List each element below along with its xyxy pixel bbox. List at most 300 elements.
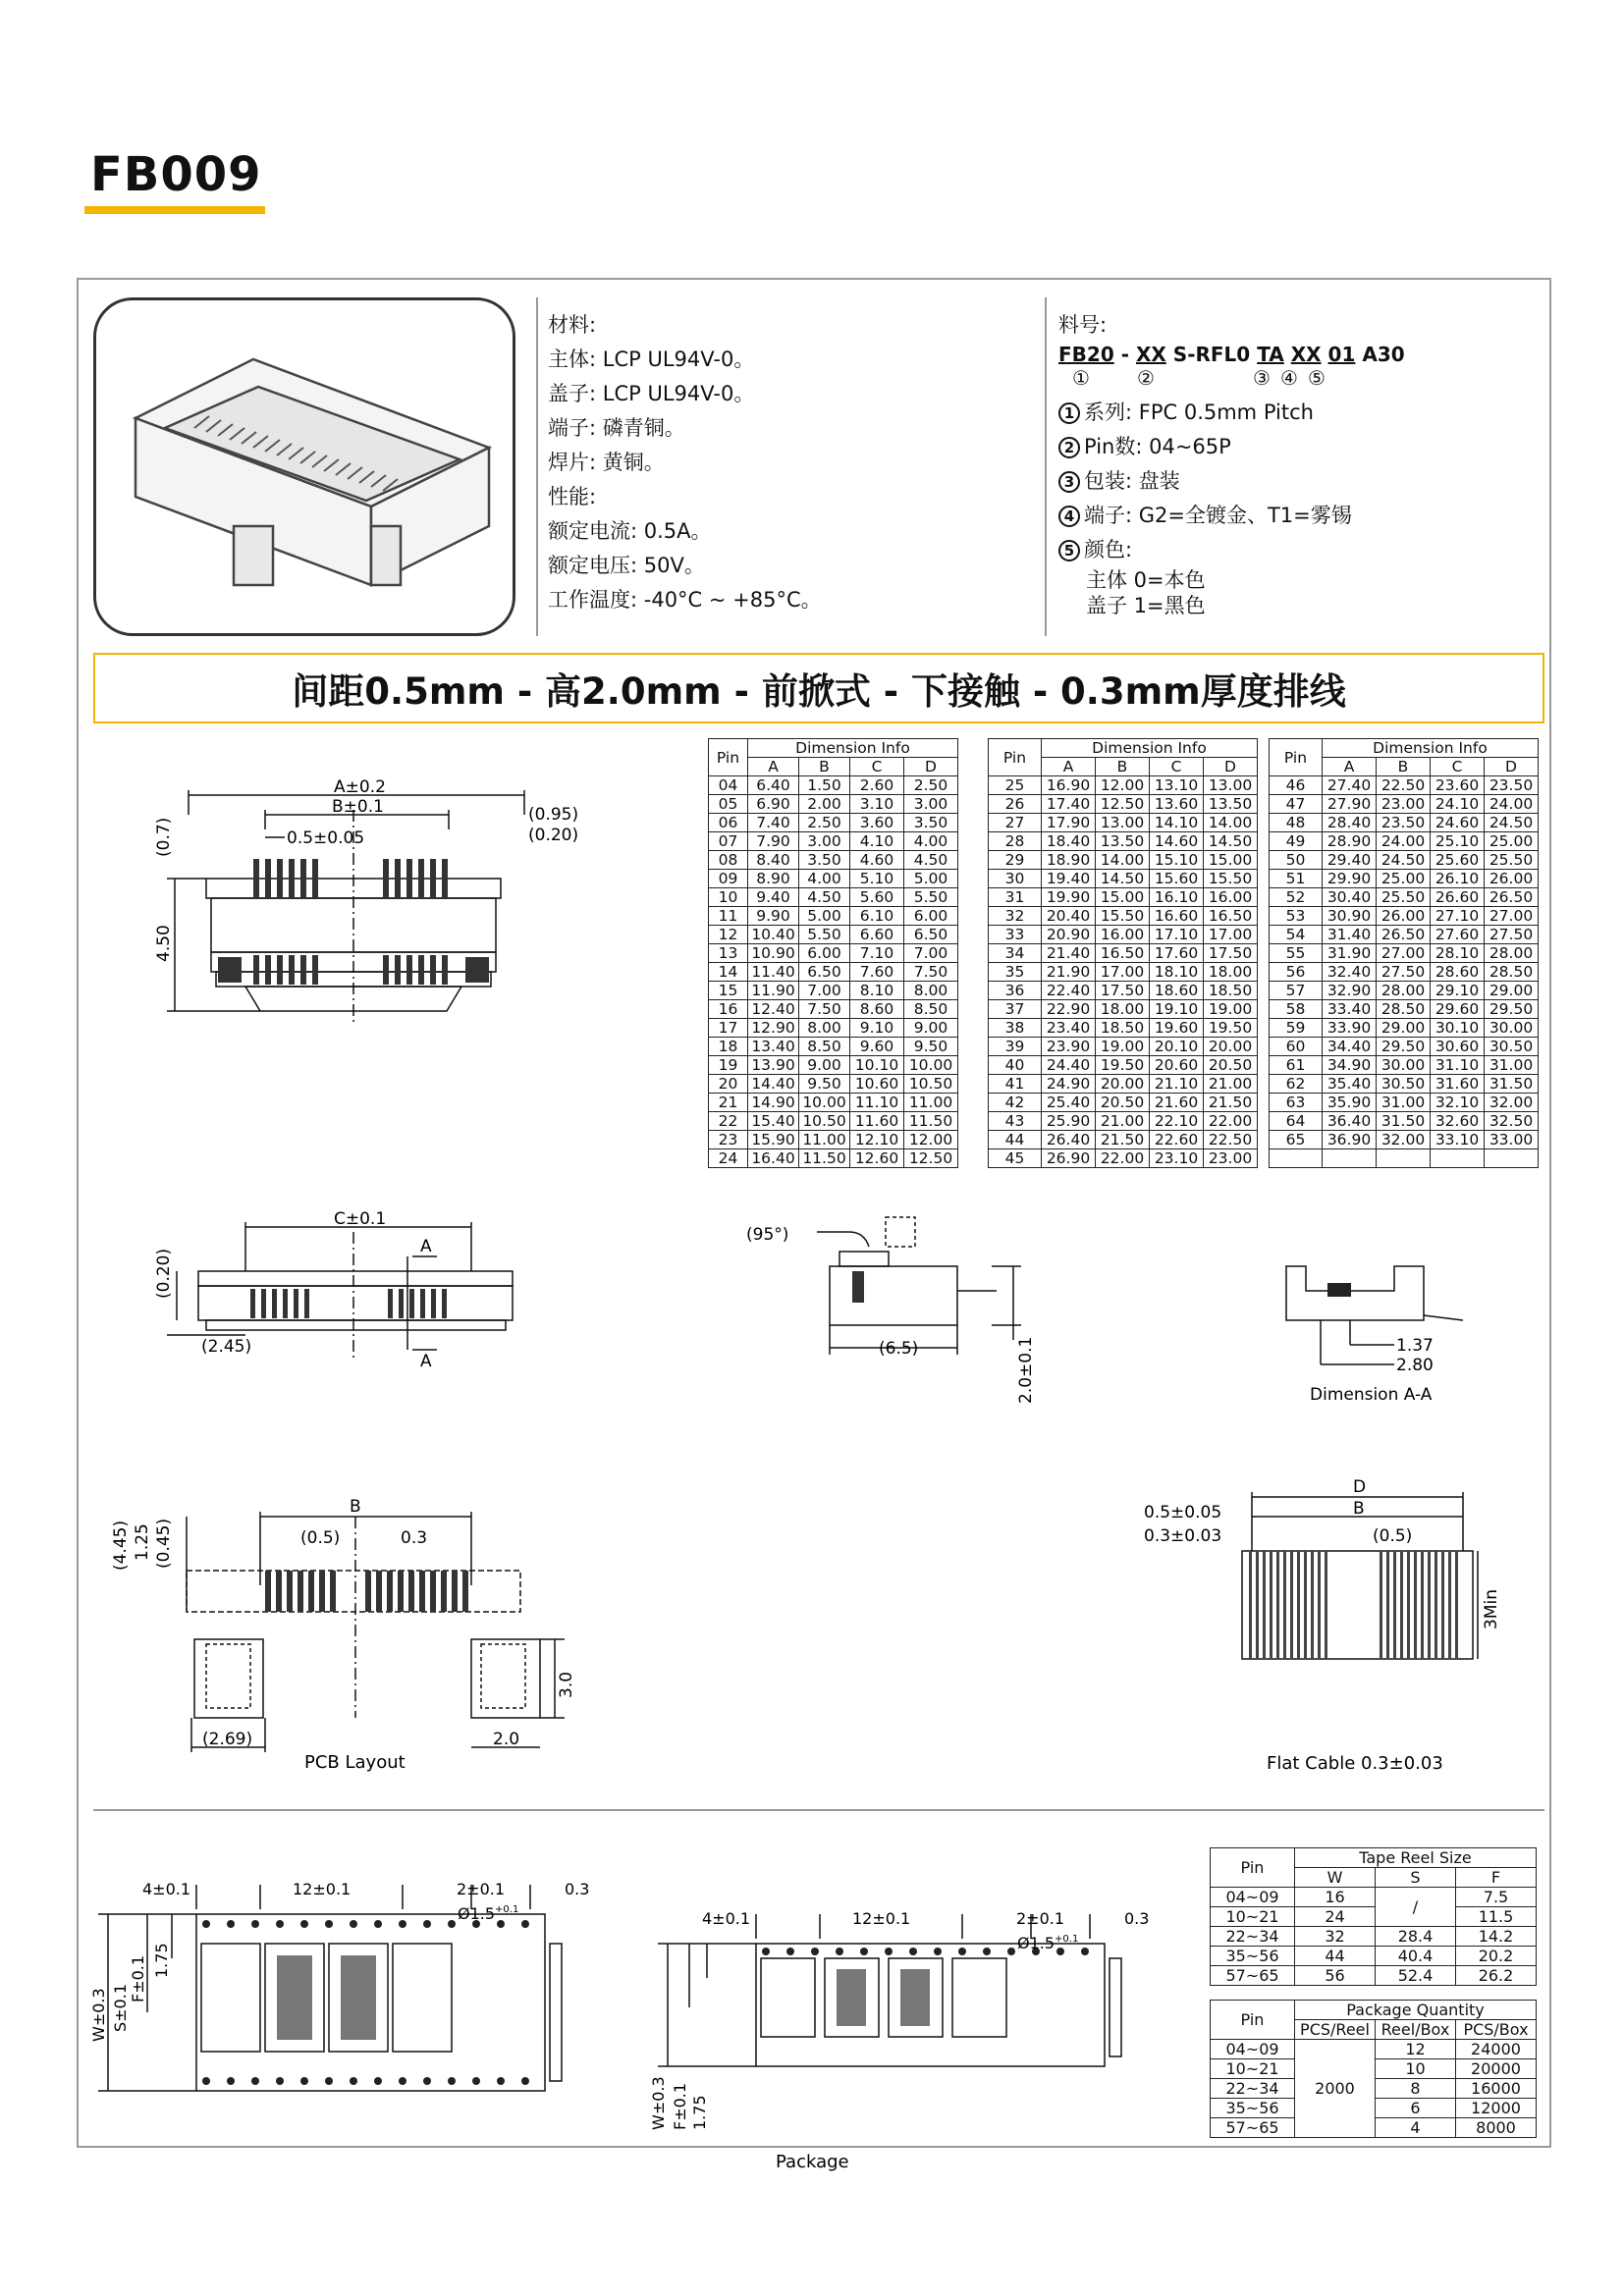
pin-cell: 51 (1270, 870, 1323, 888)
dimension-cell: 5.60 (850, 888, 904, 907)
value-cell: 20000 (1456, 2059, 1537, 2079)
pin-cell: 56 (1270, 963, 1323, 982)
dimension-cell: 8.90 (748, 870, 799, 888)
value-cell: 6 (1376, 2099, 1456, 2118)
dimension-cell: 36.90 (1323, 1131, 1377, 1149)
dimension-cell: 5.00 (799, 907, 850, 926)
table-row (709, 832, 958, 851)
dimension-cell: 20.00 (1204, 1038, 1258, 1056)
dimension-cell: 23.90 (1042, 1038, 1096, 1056)
pin-cell: 57 (1270, 982, 1323, 1000)
dimension-cell: 29.50 (1485, 1000, 1539, 1019)
specs-header: 材料: (548, 313, 597, 337)
value-cell: 7.5 (1456, 1888, 1537, 1907)
table-row (709, 1038, 958, 1056)
dimension-cell: 19.10 (1150, 1000, 1204, 1019)
dimension-cell: 7.40 (748, 814, 799, 832)
dimension-cell: 30.10 (1431, 1019, 1485, 1038)
dimension-cell: 18.00 (1096, 1000, 1150, 1019)
pin-cell: 24 (709, 1149, 748, 1168)
dimension-cell: 9.00 (799, 1056, 850, 1075)
dim-65-label: (6.5) (879, 1339, 919, 1359)
dimension-cell: 12.10 (850, 1131, 904, 1149)
dimension-cell: 10.00 (904, 1056, 958, 1075)
pin-cell: 48 (1270, 814, 1323, 832)
table-row (709, 851, 958, 870)
table-row (989, 1075, 1258, 1094)
table-row (989, 832, 1258, 851)
dimension-cell: 5.50 (904, 888, 958, 907)
pin-header: Pin (1211, 2001, 1295, 2040)
dimension-cell: 20.10 (1150, 1038, 1204, 1056)
pin-cell: 35~56 (1211, 1947, 1295, 1966)
pin-cell: 47 (1270, 795, 1323, 814)
dimension-cell: 20.50 (1204, 1056, 1258, 1075)
pin-cell: 63 (1270, 1094, 1323, 1112)
s-label: S±0.1 (111, 1983, 130, 2032)
dimension-cell: 18.50 (1096, 1019, 1150, 1038)
pin-cell: 25 (989, 776, 1042, 795)
dimension-cell: 6.50 (904, 926, 958, 944)
dimension-cell: 19.90 (1042, 888, 1096, 907)
pin-cell: 40 (989, 1056, 1042, 1075)
dimension-cell: 11.50 (799, 1149, 850, 1168)
pin-header: Pin (709, 739, 748, 776)
tape-title: Tape Reel Size (1295, 1848, 1537, 1868)
dim-a-label: A±0.2 (334, 777, 386, 797)
dimension-cell: 30.90 (1323, 907, 1377, 926)
dimension-cell: 7.00 (799, 982, 850, 1000)
hole-label: $Ø1.5^{+0.1}$ (458, 1904, 519, 1923)
pin-cell: 11 (709, 907, 748, 926)
pin-cell: 44 (989, 1131, 1042, 1149)
pin-cell: 21 (709, 1094, 748, 1112)
dimension-cell: 13.90 (748, 1056, 799, 1075)
pin-cell: 43 (989, 1112, 1042, 1131)
pin-cell: 50 (1270, 851, 1323, 870)
dimension-cell: 26.50 (1377, 926, 1431, 944)
value-cell: 20.2 (1456, 1947, 1537, 1966)
table-row (989, 1056, 1258, 1075)
dimension-cell: 22.50 (1377, 776, 1431, 795)
dimension-cell: 24.50 (1485, 814, 1539, 832)
dimension-cell: 9.50 (799, 1075, 850, 1094)
dimension-cell: 10.60 (850, 1075, 904, 1094)
dimension-cell: 17.00 (1204, 926, 1258, 944)
pin-cell: 04~09 (1211, 2040, 1295, 2059)
dimension-cell: 4.60 (850, 851, 904, 870)
dimension-cell: 33.00 (1485, 1131, 1539, 1149)
dimension-cell: 22.90 (1042, 1000, 1096, 1019)
col-a: A (748, 758, 799, 776)
dimension-cell: 34.90 (1323, 1056, 1377, 1075)
dimension-cell: 16.50 (1096, 944, 1150, 963)
pin-cell: 23 (709, 1131, 748, 1149)
pin-cell: 18 (709, 1038, 748, 1056)
pitch-2-label: 2±0.1 (457, 1880, 506, 1898)
table-row (1211, 1966, 1537, 1986)
dimension-cell: 7.90 (748, 832, 799, 851)
pin-cell: 19 (709, 1056, 748, 1075)
dimension-cell: 22.40 (1042, 982, 1096, 1000)
tape-reel-table (1210, 1847, 1537, 1986)
title-underline (84, 206, 265, 214)
dimension-cell: 11.00 (904, 1094, 958, 1112)
dimension-cell: 6.00 (904, 907, 958, 926)
dimension-cell: 33.10 (1431, 1131, 1485, 1149)
table-row (1270, 1075, 1539, 1094)
col-c: C (1150, 758, 1204, 776)
pin-cell: 61 (1270, 1056, 1323, 1075)
dimension-table (988, 738, 1258, 1168)
dimension-cell: 2.50 (904, 776, 958, 795)
value-cell: / (1376, 1888, 1456, 1927)
tape-drawing-left (88, 1865, 619, 2120)
pin-cell: 22~34 (1211, 2079, 1295, 2099)
dimension-cell: 9.90 (748, 907, 799, 926)
part-code: FB20 - XX S-RFL0 TA XX 01 A30 (1058, 343, 1405, 366)
dimension-cell: 8.60 (850, 1000, 904, 1019)
dimension-cell: 30.50 (1377, 1075, 1431, 1094)
dimension-cell: 25.50 (1485, 851, 1539, 870)
dimension-cell: 7.60 (850, 963, 904, 982)
dimension-cell: 6.00 (799, 944, 850, 963)
dimension-cell: 26.60 (1431, 888, 1485, 907)
pin-cell: 27 (989, 814, 1042, 832)
table-row (989, 944, 1258, 963)
pin-cell: 64 (1270, 1112, 1323, 1131)
dimension-cell: 21.50 (1096, 1131, 1150, 1149)
pin-cell: 46 (1270, 776, 1323, 795)
dimension-cell: 32.40 (1323, 963, 1377, 982)
dim-3min-label: 3Min (1482, 1589, 1501, 1629)
table-row (1270, 1019, 1539, 1038)
dim-05-label: (0.5) (1373, 1526, 1413, 1546)
dim-450-label: 4.50 (154, 925, 174, 962)
dimension-table-3 (1269, 738, 1539, 1168)
dimension-cell: 16.00 (1204, 888, 1258, 907)
dimension-cell (1431, 1149, 1485, 1168)
value-cell: 24000 (1456, 2040, 1537, 2059)
dimension-cell: 22.00 (1096, 1149, 1150, 1168)
pin-cell: 35 (989, 963, 1042, 982)
dim-03t-label: 0.3±0.03 (1144, 1526, 1222, 1546)
table-row (1211, 2040, 1537, 2059)
table-row (1270, 1112, 1539, 1131)
dimension-cell: 12.40 (748, 1000, 799, 1019)
table-row (1270, 963, 1539, 982)
dimension-cell: 18.60 (1150, 982, 1204, 1000)
h175-label: 1.75 (690, 2095, 709, 2130)
dimension-cell: 6.10 (850, 907, 904, 926)
dimension-cell: 25.50 (1377, 888, 1431, 907)
color-line: 主体 0=本色 (1086, 568, 1206, 592)
part-number-block (1058, 308, 1405, 618)
table-row (709, 1056, 958, 1075)
dimension-cell: 18.50 (1204, 982, 1258, 1000)
dimension-cell: 3.50 (904, 814, 958, 832)
dimension-cell: 28.90 (1323, 832, 1377, 851)
table-row (1270, 926, 1539, 944)
value-cell: 12000 (1456, 2099, 1537, 2118)
dimension-cell: 13.00 (1096, 814, 1150, 832)
dimension-cell: 25.00 (1485, 832, 1539, 851)
table-row (709, 1131, 958, 1149)
pin-cell: 58 (1270, 1000, 1323, 1019)
table-row (1270, 944, 1539, 963)
dimension-cell: 30.60 (1431, 1038, 1485, 1056)
dimension-cell: 29.00 (1485, 982, 1539, 1000)
dimension-cell: 29.90 (1323, 870, 1377, 888)
value-cell: 8 (1376, 2079, 1456, 2099)
dimension-cell: 7.10 (850, 944, 904, 963)
part-item: 4 端子: G2=全镀金、T1=雾锡 (1058, 499, 1405, 533)
dimension-cell: 35.40 (1323, 1075, 1377, 1094)
dimension-cell: 30.00 (1377, 1056, 1431, 1075)
dimension-cell: 27.90 (1323, 795, 1377, 814)
dimension-cell: 16.00 (1096, 926, 1150, 944)
thickness-label: 0.3 (565, 1880, 590, 1898)
dimension-cell: 17.50 (1204, 944, 1258, 963)
col-b: B (1096, 758, 1150, 776)
dimension-cell: 5.10 (850, 870, 904, 888)
spec-line: 性能: (548, 485, 597, 508)
dimension-cell: 4.50 (904, 851, 958, 870)
value-cell: 16 (1295, 1888, 1376, 1907)
dimension-cell: 6.90 (748, 795, 799, 814)
table-row (709, 814, 958, 832)
pin-cell: 10~21 (1211, 2059, 1295, 2079)
pin-header: Pin (989, 739, 1042, 776)
pin-cell: 06 (709, 814, 748, 832)
pin-cell: 57~65 (1211, 1966, 1295, 1986)
dimension-cell: 27.00 (1377, 944, 1431, 963)
connector-illustration (96, 300, 513, 633)
dim-020-label: (0.20) (528, 826, 579, 845)
pin-cell: 31 (989, 888, 1042, 907)
dimension-cell: 18.10 (1150, 963, 1204, 982)
dim-269-label: (2.69) (202, 1730, 253, 1749)
dimension-cell: 25.00 (1377, 870, 1431, 888)
dim-height-label: 2.0±0.1 (1016, 1336, 1036, 1404)
dimension-cell: 19.40 (1042, 870, 1096, 888)
dimension-cell: 20.60 (1150, 1056, 1204, 1075)
table-row (989, 795, 1258, 814)
dimension-cell: 24.60 (1431, 814, 1485, 832)
table-row (709, 888, 958, 907)
dim-c-label: C±0.1 (334, 1209, 387, 1229)
dimension-cell: 27.00 (1485, 907, 1539, 926)
pin-cell: 10~21 (1211, 1907, 1295, 1927)
dimension-cell: 21.00 (1096, 1112, 1150, 1131)
pitch-12-label: 12±0.1 (852, 1909, 911, 1928)
dimension-cell: 31.00 (1485, 1056, 1539, 1075)
part-item: 1 系列: FPC 0.5mm Pitch (1058, 396, 1405, 430)
dimension-cell: 10.50 (904, 1075, 958, 1094)
value-cell: 14.2 (1456, 1927, 1537, 1947)
dimension-cell: 31.50 (1377, 1112, 1431, 1131)
pin-cell (1270, 1149, 1323, 1168)
pin-cell: 13 (709, 944, 748, 963)
divider (536, 297, 538, 636)
dimension-cell: 7.50 (799, 1000, 850, 1019)
table-row (1270, 814, 1539, 832)
dimension-cell: 20.50 (1096, 1094, 1150, 1112)
pin-cell: 42 (989, 1094, 1042, 1112)
table-row (709, 944, 958, 963)
col-pcs-reel: PCS/Reel (1295, 2020, 1376, 2040)
dimension-cell: 36.40 (1323, 1112, 1377, 1131)
dimension-cell: 15.50 (1096, 907, 1150, 926)
dimension-cell: 31.60 (1431, 1075, 1485, 1094)
dimension-cell: 29.40 (1323, 851, 1377, 870)
dimension-cell: 32.90 (1323, 982, 1377, 1000)
pin-cell: 09 (709, 870, 748, 888)
pin-cell: 36 (989, 982, 1042, 1000)
pin-cell: 53 (1270, 907, 1323, 926)
dimension-cell: 23.50 (1377, 814, 1431, 832)
dimension-cell: 28.50 (1377, 1000, 1431, 1019)
dimension-cell: 22.10 (1150, 1112, 1204, 1131)
dim-30-label: 3.0 (557, 1671, 576, 1698)
dimension-cell: 13.50 (1204, 795, 1258, 814)
spec-line: 盖子: LCP UL94V-0。 (548, 382, 755, 405)
pin-cell: 57~65 (1211, 2118, 1295, 2138)
dimension-cell: 15.90 (748, 1131, 799, 1149)
col-reel-box: Reel/Box (1376, 2020, 1456, 2040)
dimension-cell: 25.60 (1431, 851, 1485, 870)
product-photo (93, 297, 515, 636)
dimension-cell: 3.60 (850, 814, 904, 832)
table-row (1270, 1094, 1539, 1112)
section-a-top: A (420, 1237, 432, 1256)
dimension-cell: 26.00 (1485, 870, 1539, 888)
dim-045-label: (0.45) (154, 1518, 174, 1569)
dimension-cell: 11.40 (748, 963, 799, 982)
dimension-cell: 21.10 (1150, 1075, 1204, 1094)
pin-header: Pin (1211, 1848, 1295, 1888)
value-cell: 28.4 (1376, 1927, 1456, 1947)
dimension-cell: 1.50 (799, 776, 850, 795)
product-banner: 间距0.5mm - 高2.0mm - 前掀式 - 下接触 - 0.3mm厚度排线 (93, 653, 1544, 723)
spec-line: 额定电压: 50V。 (548, 554, 705, 577)
table-row (989, 776, 1258, 795)
table-row (709, 963, 958, 982)
value-cell: 56 (1295, 1966, 1376, 1986)
dimension-cell: 25.10 (1431, 832, 1485, 851)
dim-020-label: (0.20) (154, 1248, 174, 1299)
pitch-4-label: 4±0.1 (702, 1909, 751, 1928)
dimension-cell: 18.40 (1042, 832, 1096, 851)
value-cell: 52.4 (1376, 1966, 1456, 1986)
dimension-cell: 24.50 (1377, 851, 1431, 870)
dimension-cell: 3.10 (850, 795, 904, 814)
dimension-table (1269, 738, 1539, 1168)
dimension-cell: 3.50 (799, 851, 850, 870)
table-row (989, 907, 1258, 926)
value-cell: 12 (1376, 2040, 1456, 2059)
table-row (989, 982, 1258, 1000)
dimension-cell: 12.60 (850, 1149, 904, 1168)
hole-label: $Ø1.5^{+0.1}$ (1017, 1934, 1079, 1952)
table-row (709, 870, 958, 888)
dim-b-label: B (350, 1497, 361, 1517)
width-label: W±0.3 (89, 1988, 108, 2042)
dimension-cell: 13.50 (1096, 832, 1150, 851)
table-row (709, 982, 958, 1000)
table-row (709, 776, 958, 795)
pin-cell: 60 (1270, 1038, 1323, 1056)
dim-125-label: 1.25 (133, 1523, 152, 1561)
dimension-cell: 8.10 (850, 982, 904, 1000)
dimension-cell: 5.00 (904, 870, 958, 888)
dimension-cell: 14.10 (1150, 814, 1204, 832)
table-row (1270, 870, 1539, 888)
pin-cell: 07 (709, 832, 748, 851)
dimension-cell: 28.10 (1431, 944, 1485, 963)
spec-line: 额定电流: 0.5A。 (548, 519, 712, 543)
table-row (989, 888, 1258, 907)
table-row (989, 870, 1258, 888)
dimension-cell: 17.10 (1150, 926, 1204, 944)
dimension-cell (1377, 1149, 1431, 1168)
f-label: F±0.1 (129, 1954, 147, 2002)
dimension-cell: 26.40 (1042, 1131, 1096, 1149)
spec-line: 主体: LCP UL94V-0。 (548, 347, 755, 371)
col-d: D (904, 758, 958, 776)
width-label: W±0.3 (649, 2076, 668, 2130)
dimension-cell: 24.00 (1377, 832, 1431, 851)
table-row (1270, 888, 1539, 907)
dimension-cell: 29.50 (1377, 1038, 1431, 1056)
pin-header: Pin (1270, 739, 1323, 776)
dimension-cell: 11.10 (850, 1094, 904, 1112)
pin-cell: 33 (989, 926, 1042, 944)
dimension-cell: 16.10 (1150, 888, 1204, 907)
dimension-cell: 13.00 (1204, 776, 1258, 795)
dimension-cell: 14.50 (1096, 870, 1150, 888)
pin-cell: 35~56 (1211, 2099, 1295, 2118)
table-row (709, 795, 958, 814)
part-item: 2 Pin数: 04~65P (1058, 430, 1405, 464)
dimension-cell: 24.00 (1485, 795, 1539, 814)
dimension-cell: 16.60 (1150, 907, 1204, 926)
dimension-cell: 12.00 (904, 1131, 958, 1149)
pcb-caption: PCB Layout (304, 1752, 406, 1773)
table-row (989, 1149, 1258, 1168)
dimension-cell: 24.40 (1042, 1056, 1096, 1075)
dimension-cell: 22.60 (1150, 1131, 1204, 1149)
side-view-drawing (736, 1212, 1060, 1409)
pin-cell: 29 (989, 851, 1042, 870)
pin-cell: 17 (709, 1019, 748, 1038)
dimension-cell: 26.10 (1431, 870, 1485, 888)
pin-cell: 05 (709, 795, 748, 814)
pin-cell: 04 (709, 776, 748, 795)
dimension-cell: 6.50 (799, 963, 850, 982)
pin-cell: 22 (709, 1112, 748, 1131)
dimension-cell: 17.50 (1096, 982, 1150, 1000)
value-cell: 8000 (1456, 2118, 1537, 2138)
dimension-cell: 20.90 (1042, 926, 1096, 944)
dimension-cell: 17.60 (1150, 944, 1204, 963)
pcs-reel-cell: 2000 (1295, 2040, 1376, 2138)
table-row (989, 1038, 1258, 1056)
dim-445-label: (4.45) (111, 1520, 131, 1571)
pin-cell: 32 (989, 907, 1042, 926)
pin-cell: 14 (709, 963, 748, 982)
dimension-cell: 32.60 (1431, 1112, 1485, 1131)
